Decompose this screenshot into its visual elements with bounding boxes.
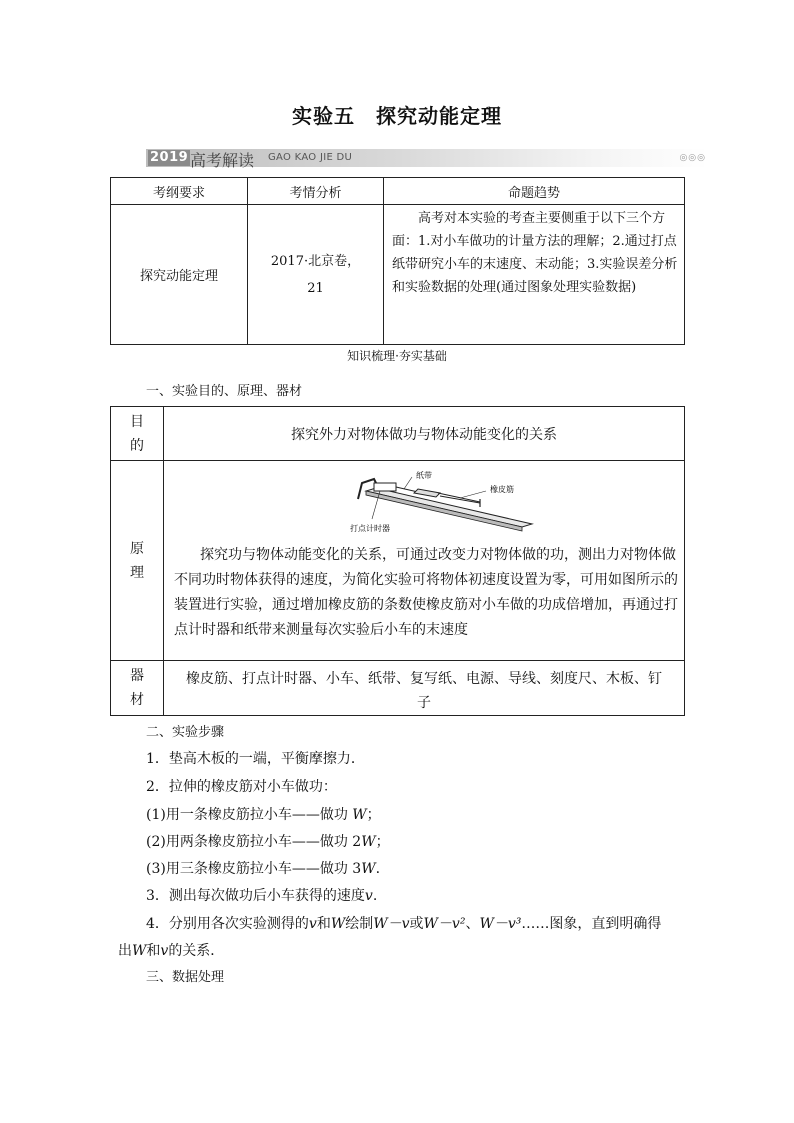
cell-principle [164,461,685,661]
section-banner [146,149,708,170]
banner-year: 2019 [150,150,189,165]
label-tape: 纸带 [416,471,432,480]
section-heading-1: 一、实验目的、原理、器材 [146,384,303,399]
section-heading-3: 三、数据处理 [146,970,225,985]
principle-text: 探究功与物体动能变化的关系，可通过改变力对物体做的功，测出力对物体做不同功时物体获得的速度，为简化实验可将物体初速度设置为零，可用如图所示的装置进行实验，通过增加橡皮筋的条数使橡皮筋对小车做的功成倍增加，再通过打点计时器和纸带来测量每次实验后小车的末速度 [174,547,678,638]
label-equipment: 器 材 [111,661,164,716]
banner-label-en: GAO KAO JIE DU [268,152,353,163]
label-purpose: 目 的 [111,407,164,461]
header-requirement: 考纲要求 [111,178,248,205]
step-4-cont: 出W和v的关系． [118,943,225,959]
cell-requirement: 探究动能定理 [111,205,248,345]
cell-trend: 高考对本实验的考查主要侧重于以下三个方面：1.对小车做功的计量方法的理解；2.通过打点纸带研究小车的末速度、末动能；3.实验误差分析和实验数据的处理(通过图象处理实验数据) [384,205,685,345]
banner-label: 高考解读 [190,151,255,170]
step-4: 4．分别用各次实验测得的v和W绘制W－v或W－v²、W－v³……图象，直到明确得 [146,916,662,932]
cell-analysis: 2017·北京卷， 21 [248,205,384,345]
banner-decoration-icon: ◎◎◎ [679,153,706,163]
page-title: 实验五 探究动能定理 [292,104,502,128]
label-rubber-band: 橡皮筋 [490,485,514,494]
step-2b: (2)用两条橡皮筋拉小车——做功 2W； [146,834,390,850]
subheading: 知识梳理·夯实基础 [347,349,447,363]
step-3: 3．测出每次做功后小车获得的速度v. [146,888,378,904]
section-heading-2: 二、实验步骤 [146,725,225,740]
step-2c: (3)用三条橡皮筋拉小车——做功 3W. [146,861,381,877]
exam-analysis-table [110,177,685,345]
step-2a: (1)用一条橡皮筋拉小车——做功 W； [146,807,381,823]
cell-equipment: 橡皮筋、打点计时器、小车、纸带、复写纸、电源、导线、刻度尺、木板、钉 子 [164,661,685,716]
label-timer: 打点计时器 [350,524,390,533]
experiment-table [110,406,685,716]
cell-purpose: 探究外力对物体做功与物体动能变化的关系 [164,407,685,461]
apparatus-diagram [344,469,544,539]
header-trend: 命题趋势 [384,178,685,205]
header-analysis: 考情分析 [248,178,384,205]
step-1: 1．垫高木板的一端，平衡摩擦力． [146,751,365,767]
label-principle: 原 理 [111,461,164,661]
step-2: 2．拉伸的橡皮筋对小车做功： [146,779,337,795]
